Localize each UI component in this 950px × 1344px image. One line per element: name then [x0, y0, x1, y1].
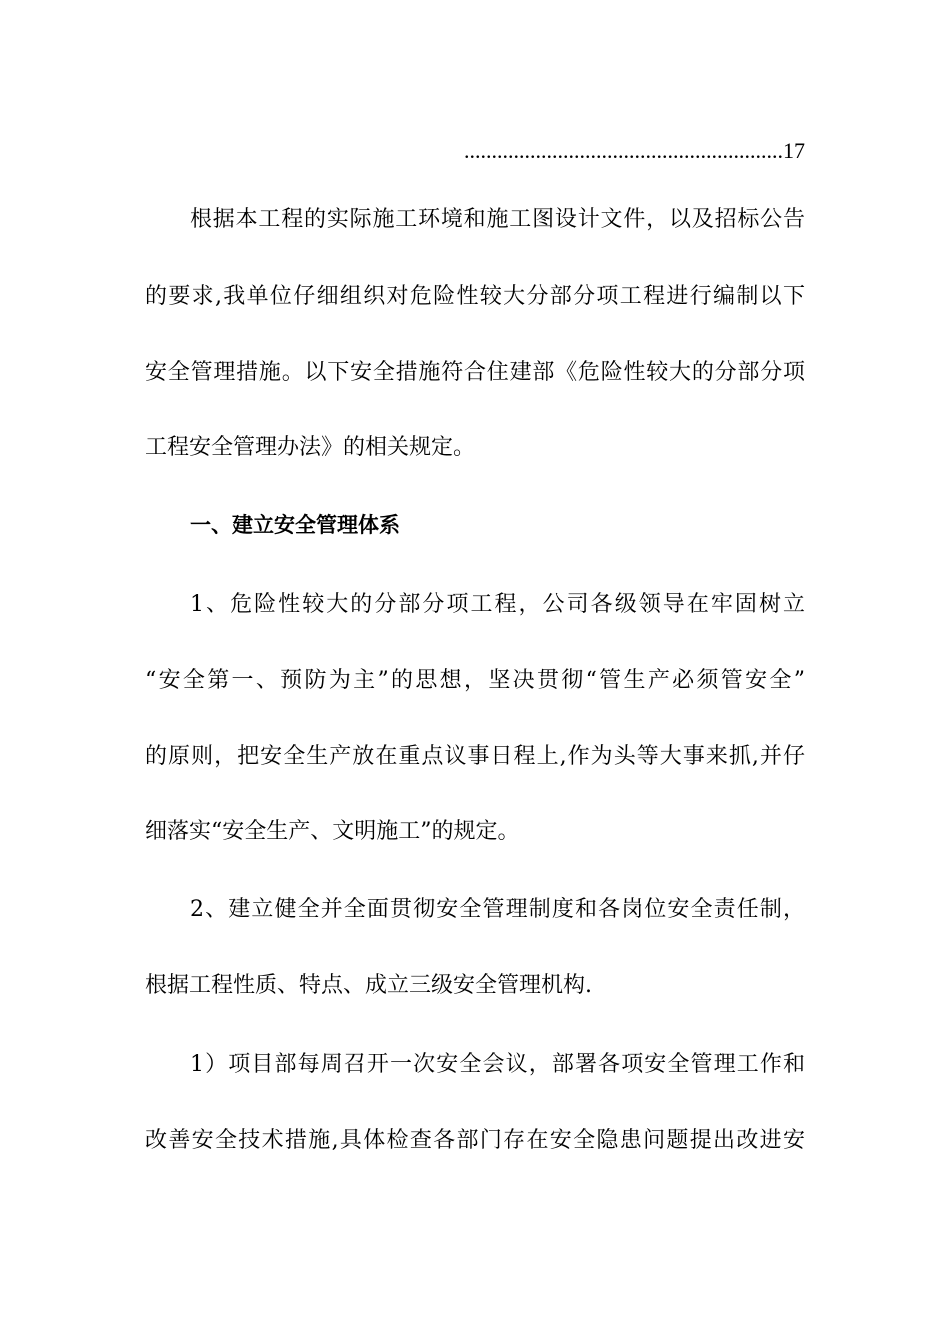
intro-line-1: 根据本工程的实际施工环境和施工图设计文件，以及招标公告	[190, 207, 805, 232]
intro-line-4: 工程安全管理办法》的相关规定。	[145, 435, 476, 460]
toc-entry	[455, 136, 805, 166]
sub-item-1-line-2: 改善安全技术措施,具体检查各部门存在安全隐患问题提出改进安	[145, 1128, 805, 1153]
toc-page-number: 17	[783, 138, 805, 163]
item-1-line-1: 1、危险性较大的分部分项工程，公司各级领导在牢固树立	[190, 592, 805, 617]
intro-line-3: 安全管理措施。以下安全措施符合住建部《危险性较大的分部分项	[145, 360, 805, 385]
item-1-line-2: “安全第一、预防为主”的思想，坚决贯彻“管生产必须管安全”	[145, 668, 805, 693]
item-1-line-3: 的原则，把安全生产放在重点议事日程上,作为头等大事来抓,并仔	[145, 744, 805, 769]
item-2-line-1: 2、建立健全并全面贯彻安全管理制度和各岗位安全责任制，	[190, 897, 805, 922]
item-1-line-4: 细落实“安全生产、文明施工”的规定。	[145, 819, 520, 844]
intro-line-2: 的要求,我单位仔细组织对危险性较大分部分项工程进行编制以下	[145, 284, 805, 309]
sub-item-1-line-1: 1）项目部每周召开一次安全会议，部署各项安全管理工作和	[190, 1052, 805, 1077]
section-heading: 一、建立安全管理体系	[190, 513, 400, 537]
toc-leader: ..........................................................	[464, 138, 783, 163]
item-2-line-2: 根据工程性质、特点、成立三级安全管理机构.	[145, 973, 592, 998]
